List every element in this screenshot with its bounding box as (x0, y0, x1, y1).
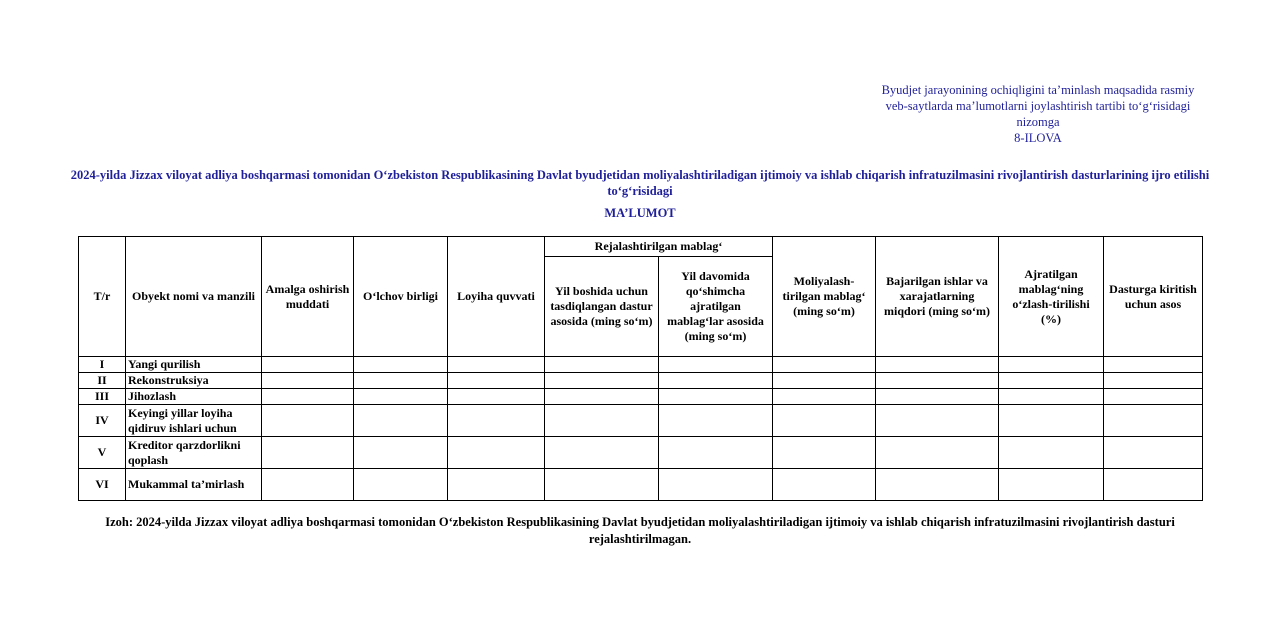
empty-cell (545, 357, 659, 373)
empty-cell (659, 437, 773, 469)
header-basis: Dasturga kiritish uchun asos (1104, 237, 1203, 357)
table-row (79, 357, 1203, 373)
empty-cell (354, 389, 448, 405)
table-body (79, 357, 1203, 501)
header-object: Obyekt nomi va manzili (126, 237, 262, 357)
row-label: Yangi qurilish (126, 357, 262, 373)
row-number: III (79, 389, 126, 405)
empty-cell (999, 437, 1104, 469)
empty-cell (773, 389, 876, 405)
footnote: Izoh: 2024-yilda Jizzax viloyat adliya boshqarmasi tomonidan O‘zbekiston Respublikasining Davlat byudjetidan moliyalashtiriladigan ijtimoiy va ishlab chiqarish infratuzilmasini rivojlantirish dasturi rejalashtirilmagan. (105, 515, 1175, 546)
row-label: Kreditor qarzdorlikni qoplash (126, 437, 262, 469)
row-label: Rekonstruksiya (126, 373, 262, 389)
empty-cell (545, 469, 659, 501)
empty-cell (773, 357, 876, 373)
report-table (78, 236, 1203, 501)
empty-cell (1104, 357, 1203, 373)
empty-cell (999, 373, 1104, 389)
annex-reference (860, 82, 1216, 146)
empty-cell (448, 405, 545, 437)
empty-cell (262, 373, 354, 389)
document-title: 2024-yilda Jizzax viloyat adliya boshqarmasi tomonidan O‘zbekiston Respublikasining Davlat byudjetidan moliyalashtiriladigan ijtimoiy va ishlab chiqarish infratuzilmasini rivojlantirish dasturlarining ijro etilishi to‘g‘risidagi (70, 168, 1210, 198)
empty-cell (448, 357, 545, 373)
empty-cell (262, 405, 354, 437)
header-financed: Moliyalash-tirilgan mablag‘ (ming so‘m) (773, 237, 876, 357)
empty-cell (354, 469, 448, 501)
header-duration: Amalga oshirish muddati (262, 237, 354, 357)
empty-cell (262, 357, 354, 373)
empty-cell (262, 469, 354, 501)
empty-cell (773, 373, 876, 389)
table-row (79, 437, 1203, 469)
empty-cell (773, 437, 876, 469)
empty-cell (545, 405, 659, 437)
row-number: IV (79, 405, 126, 437)
empty-cell (999, 469, 1104, 501)
empty-cell (545, 389, 659, 405)
empty-cell (262, 437, 354, 469)
header-allocated-percent: Ajratilgan mablag‘ning o‘zlash-tirilishi (%) (999, 237, 1104, 357)
row-number: I (79, 357, 126, 373)
empty-cell (999, 389, 1104, 405)
header-planned-during: Yil davomida qo‘shimcha ajratilgan mablag‘lar asosida (ming so‘m) (659, 257, 773, 357)
empty-cell (448, 437, 545, 469)
empty-cell (876, 405, 999, 437)
empty-cell (876, 469, 999, 501)
empty-cell (999, 405, 1104, 437)
table-row (79, 373, 1203, 389)
empty-cell (1104, 437, 1203, 469)
empty-cell (1104, 373, 1203, 389)
empty-cell (448, 373, 545, 389)
empty-cell (545, 437, 659, 469)
row-label: Jihozlash (126, 389, 262, 405)
empty-cell (659, 405, 773, 437)
empty-cell (262, 389, 354, 405)
annex-line-1: Byudjet jarayonining ochiqligini ta’minlash maqsadida rasmiy (881, 83, 1195, 97)
empty-cell (354, 437, 448, 469)
empty-cell (876, 357, 999, 373)
empty-cell (545, 373, 659, 389)
empty-cell (448, 469, 545, 501)
empty-cell (1104, 389, 1203, 405)
header-planned-group: Rejalashtirilgan mablag‘ (545, 237, 773, 257)
empty-cell (1104, 405, 1203, 437)
empty-cell (354, 373, 448, 389)
empty-cell (876, 389, 999, 405)
header-planned-start: Yil boshida uchun tasdiqlangan dastur asosida (ming so‘m) (545, 257, 659, 357)
empty-cell (659, 389, 773, 405)
empty-cell (773, 469, 876, 501)
header-work-done: Bajarilgan ishlar va xarajatlarning miqdori (ming so‘m) (876, 237, 999, 357)
empty-cell (659, 357, 773, 373)
table-row (79, 405, 1203, 437)
empty-cell (876, 373, 999, 389)
row-number: II (79, 373, 126, 389)
empty-cell (999, 357, 1104, 373)
annex-line-4: 8-ILOVA (1014, 131, 1062, 145)
document-subtitle: MA’LUMOT (604, 206, 676, 220)
empty-cell (659, 469, 773, 501)
row-number: V (79, 437, 126, 469)
empty-cell (773, 405, 876, 437)
header-num: T/r (79, 237, 126, 357)
table-row (79, 469, 1203, 501)
table-row (79, 389, 1203, 405)
empty-cell (1104, 469, 1203, 501)
header-capacity: Loyiha quvvati (448, 237, 545, 357)
empty-cell (448, 389, 545, 405)
row-label: Mukammal ta’mirlash (126, 469, 262, 501)
row-label: Keyingi yillar loyiha qidiruv ishlari uchun (126, 405, 262, 437)
header-unit: O‘lchov birligi (354, 237, 448, 357)
annex-line-2: veb-saytlarda ma’lumotlarni joylashtirish tartibi to‘g‘risidagi (885, 99, 1191, 113)
empty-cell (354, 357, 448, 373)
empty-cell (659, 373, 773, 389)
empty-cell (354, 405, 448, 437)
empty-cell (876, 437, 999, 469)
annex-line-3: nizomga (1016, 115, 1060, 129)
row-number: VI (79, 469, 126, 501)
